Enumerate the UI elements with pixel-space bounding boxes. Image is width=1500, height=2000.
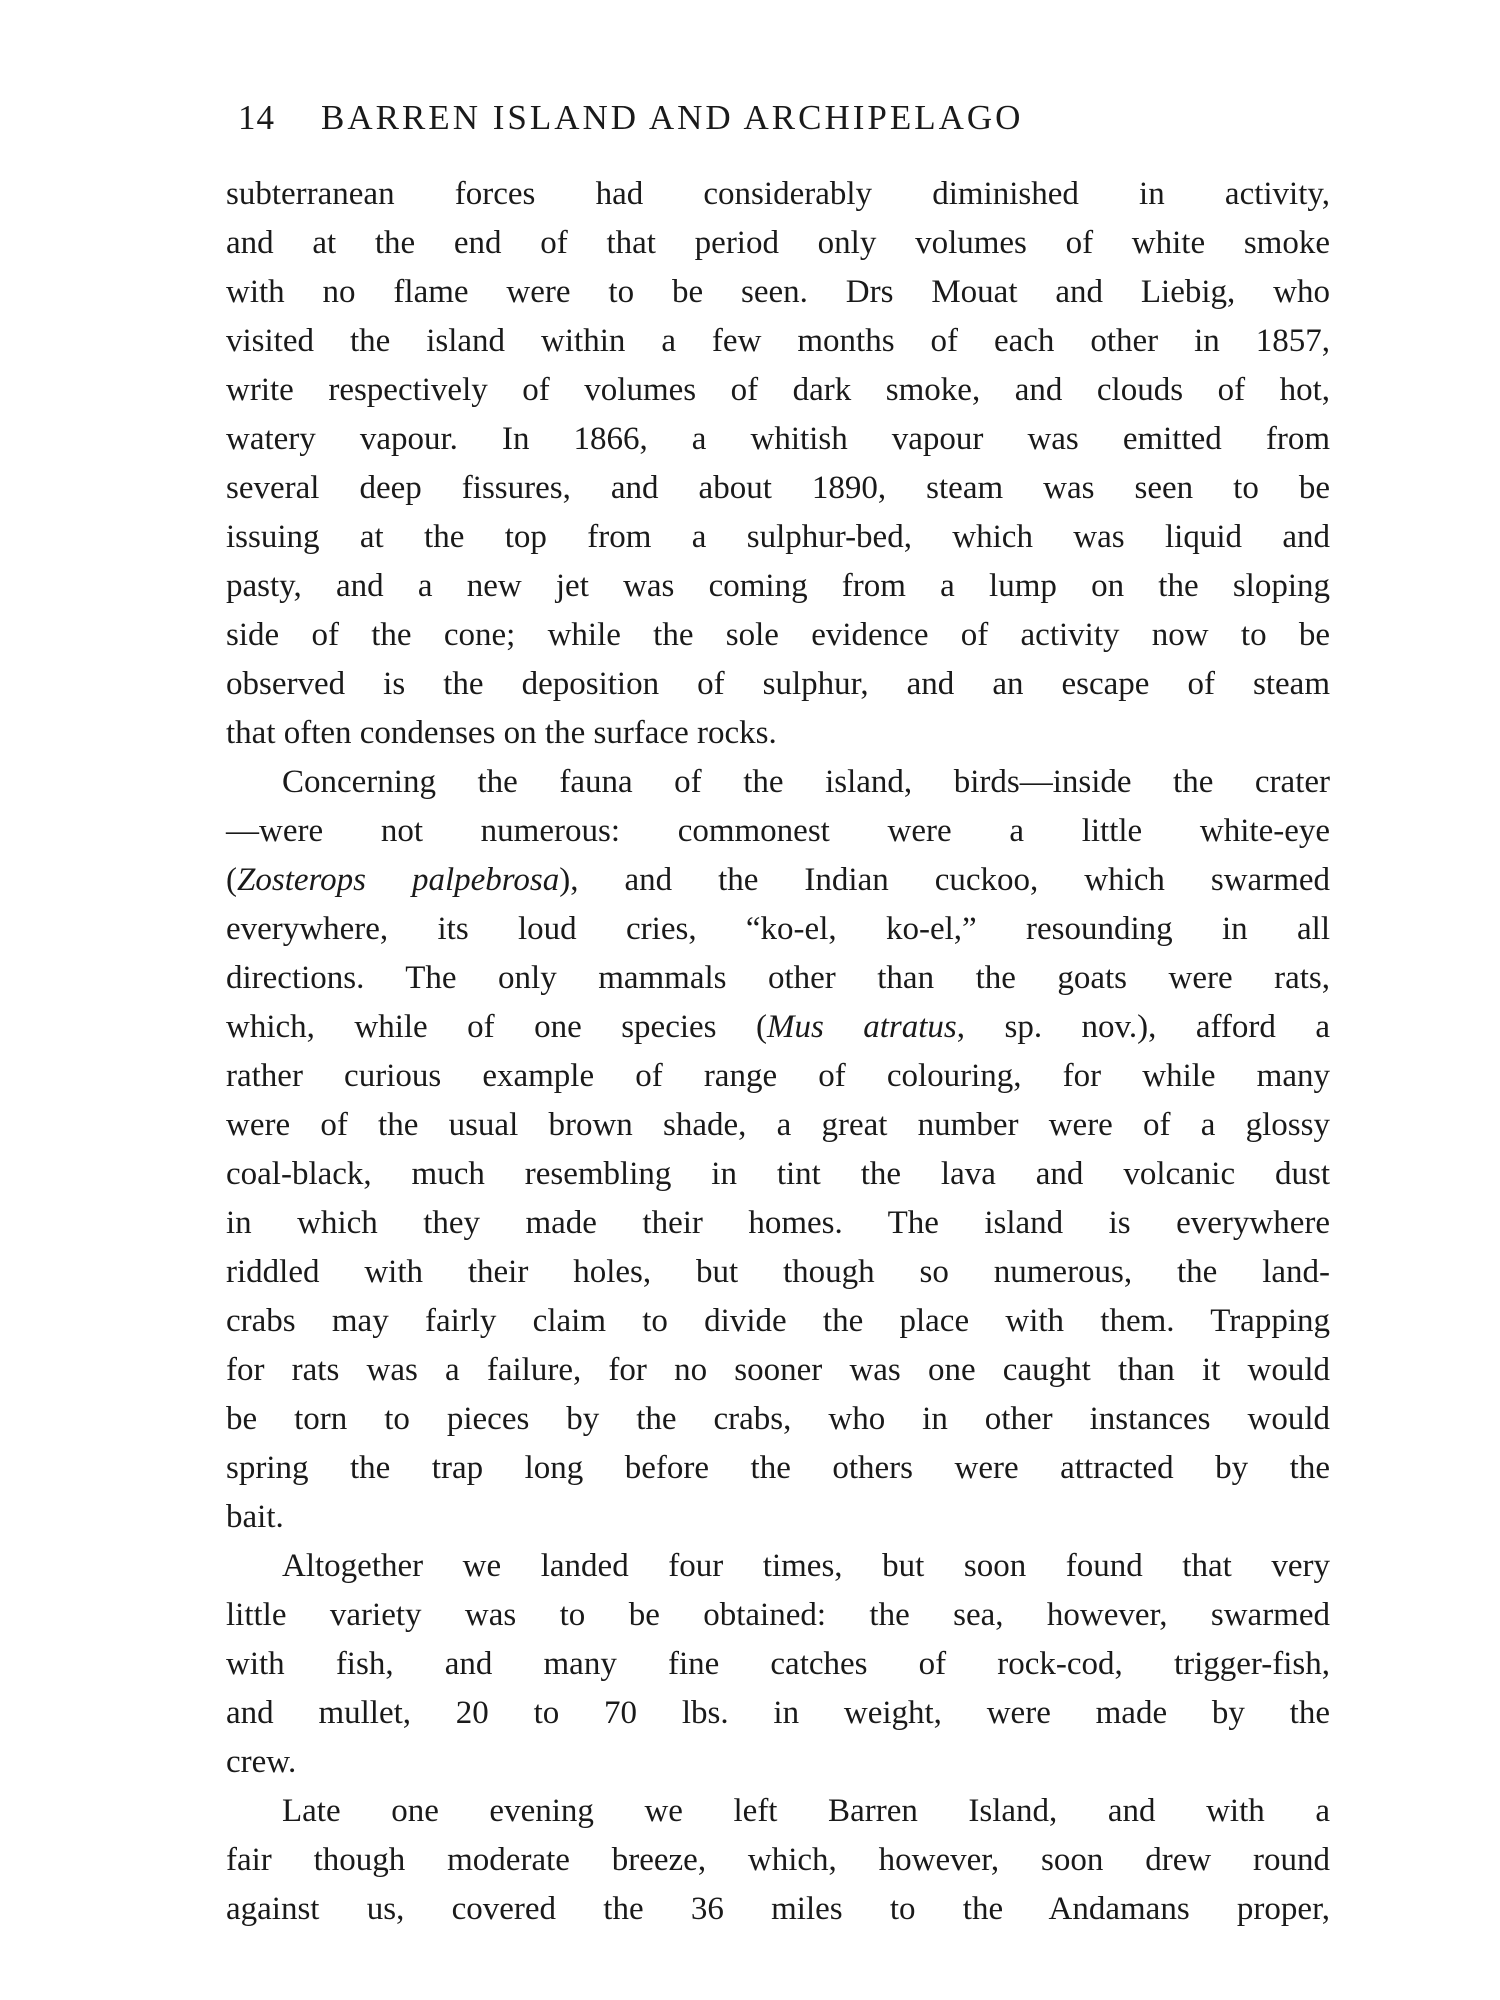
text-line-segment: and mullet, 20 to 70 lbs. in weight, were made by the (226, 1695, 1330, 1731)
text-line (226, 1885, 1330, 1934)
text-line-segment: little variety was to be obtained: the sea, however, swarmed (226, 1597, 1330, 1633)
text-line (226, 954, 1330, 1003)
text-line-segment: Late one evening we left Barren Island, and with a (282, 1793, 1330, 1829)
text-line (226, 219, 1330, 268)
text-line-segment: subterranean forces had considerably diminished in activity, (226, 176, 1330, 212)
text-line (226, 905, 1330, 954)
text-line (226, 1689, 1330, 1738)
text-line (226, 1542, 1330, 1591)
text-line-segment: be torn to pieces by the crabs, who in other instances would (226, 1401, 1330, 1437)
text-line-segment: for rats was a failure, for no sooner was one caught than it would (226, 1352, 1330, 1388)
text-line-segment: pasty, and a new jet was coming from a lump on the sloping (226, 568, 1330, 604)
text-line (226, 1101, 1330, 1150)
text-line-segment: and at the end of that period only volumes of white smoke (226, 225, 1330, 261)
text-line (226, 807, 1330, 856)
text-line (226, 1150, 1330, 1199)
text-line-segment: —were not numerous: commonest were a little white-eye (226, 813, 1330, 849)
text-line-segment: bait. (226, 1499, 284, 1535)
text-line (226, 317, 1330, 366)
text-line (226, 464, 1330, 513)
text-line-segment: crew. (226, 1744, 297, 1780)
text-line-segment: write respectively of volumes of dark smoke, and clouds of hot, (226, 372, 1330, 408)
text-line (226, 268, 1330, 317)
text-line-segment: coal-black, much resembling in tint the lava and volcanic dust (226, 1156, 1330, 1192)
text-line-segment: watery vapour. In 1866, a whitish vapour was emitted from (226, 421, 1330, 457)
text-line (226, 415, 1330, 464)
text-line-segment: which, while of one species ( (226, 1009, 767, 1045)
text-line (226, 1003, 1330, 1052)
text-line-segment: everywhere, its loud cries, “ko-el, ko-el,” resounding in all (226, 911, 1330, 947)
text-line (226, 513, 1330, 562)
text-line (226, 1738, 1330, 1787)
text-line (226, 170, 1330, 219)
text-line-segment: side of the cone; while the sole evidence of activity now to be (226, 617, 1330, 653)
text-line (226, 660, 1330, 709)
text-line-segment: ( (226, 862, 237, 898)
text-line-segment: rather curious example of range of colouring, for while many (226, 1058, 1330, 1094)
text-line-segment: crabs may fairly claim to divide the place with them. Trapping (226, 1303, 1330, 1339)
text-line (226, 1640, 1330, 1689)
text-line (226, 1493, 1330, 1542)
text-line-segment: with fish, and many fine catches of rock-cod, trigger-fish, (226, 1646, 1330, 1682)
text-line-segment: several deep fissures, and about 1890, steam was seen to be (226, 470, 1330, 506)
text-line-segment: that often condenses on the surface rocks. (226, 715, 777, 751)
running-head (238, 98, 1328, 148)
text-line (226, 1395, 1330, 1444)
text-line-segment: Concerning the fauna of the island, birds—inside the crater (282, 764, 1330, 800)
text-line (226, 1591, 1330, 1640)
body-text (226, 170, 1330, 1934)
text-line (226, 758, 1330, 807)
text-line-segment: directions. The only mammals other than the goats were rats, (226, 960, 1330, 996)
text-line-segment: against us, covered the 36 miles to the Andamans proper, (226, 1891, 1330, 1927)
page-number: 14 (238, 98, 275, 137)
text-line-segment: observed is the deposition of sulphur, and an escape of steam (226, 666, 1330, 702)
text-line (226, 1297, 1330, 1346)
text-line-segment: visited the island within a few months of each other in 1857, (226, 323, 1330, 359)
text-line (226, 366, 1330, 415)
text-line (226, 1836, 1330, 1885)
species-name-italic: Zosterops palpebrosa (237, 862, 560, 898)
text-line (226, 1444, 1330, 1493)
text-line-segment: in which they made their homes. The island is everywhere (226, 1205, 1330, 1241)
species-name-italic: Mus atratus (766, 1009, 957, 1045)
text-line (226, 1052, 1330, 1101)
text-line (226, 1346, 1330, 1395)
text-line-segment: spring the trap long before the others were attracted by the (226, 1450, 1330, 1486)
text-line (226, 562, 1330, 611)
text-line-segment: fair though moderate breeze, which, however, soon drew round (226, 1842, 1330, 1878)
text-line-segment: riddled with their holes, but though so numerous, the land- (226, 1254, 1330, 1290)
text-line (226, 1787, 1330, 1836)
text-line (226, 709, 1330, 758)
text-line-segment: were of the usual brown shade, a great number were of a glossy (226, 1107, 1330, 1143)
chapter-title: BARREN ISLAND AND ARCHIPELAGO (321, 98, 1024, 137)
text-line (226, 1248, 1330, 1297)
text-line (226, 611, 1330, 660)
text-line (226, 1199, 1330, 1248)
text-line-segment: , sp. nov.), afford a (956, 1009, 1330, 1045)
text-line-segment: with no flame were to be seen. Drs Mouat and Liebig, who (226, 274, 1330, 310)
text-line-segment: Altogether we landed four times, but soon found that very (282, 1548, 1330, 1584)
text-line-segment: issuing at the top from a sulphur-bed, which was liquid and (226, 519, 1330, 555)
text-line (226, 856, 1330, 905)
text-line-segment: ), and the Indian cuckoo, which swarmed (559, 862, 1331, 898)
